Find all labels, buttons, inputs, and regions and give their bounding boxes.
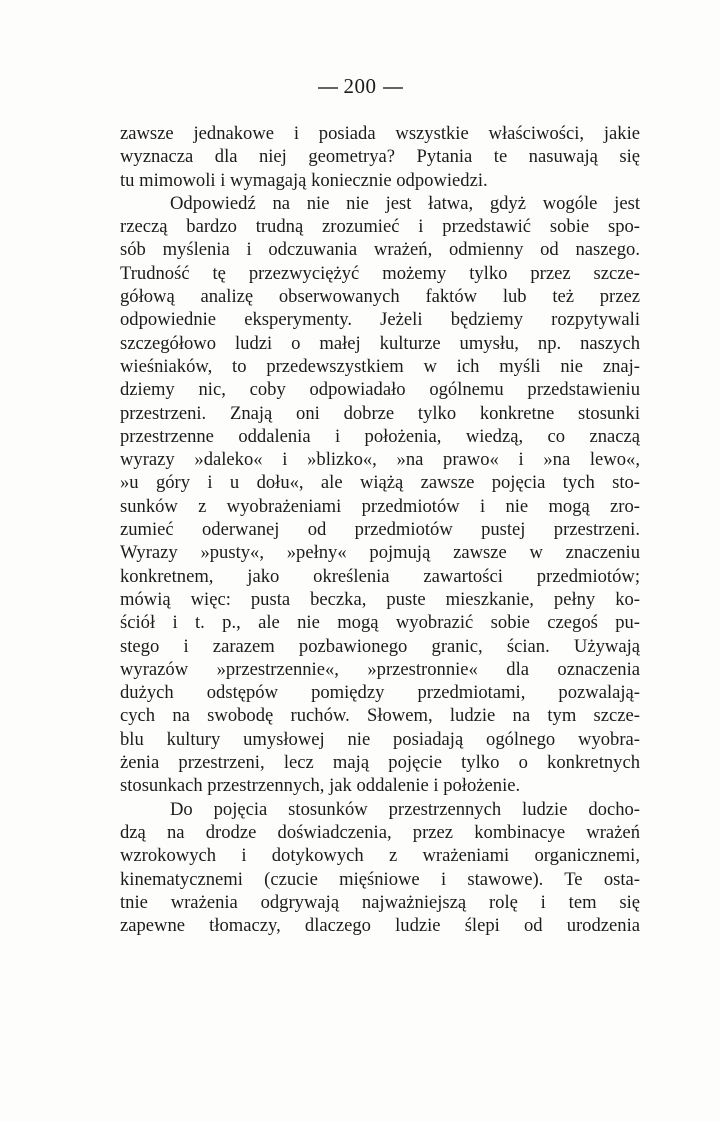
text-line: Wyrazy »pusty«, »pełny« pojmują zawsze w znaczeniu <box>120 542 640 564</box>
text-line: odpowiednie eksperymenty. Jeżeli będziemy rozpytywali <box>120 309 640 331</box>
text-line: wyznacza dla niej geometrya? Pytania te nasuwają się <box>120 146 640 168</box>
text-line: szczegółowo ludzi o małej kulturze umysłu, np. naszych <box>120 332 640 354</box>
header-dash-right <box>383 87 403 89</box>
text-line: Do pojęcia stosunków przestrzennych ludzie docho- <box>170 798 640 820</box>
text-line: cych na swobodę ruchów. Słowem, ludzie na tym szcze- <box>120 705 640 727</box>
text-line: sunków z wyobrażeniami przedmiotów i nie mogą zro- <box>120 495 640 517</box>
text-line: zumieć oderwanej od przedmiotów pustej przestrzeni. <box>120 519 640 541</box>
page-header <box>0 74 720 99</box>
text-line: przestrzenne oddalenia i położenia, wiedzą, co znaczą <box>120 425 640 447</box>
text-line: żenia przestrzeni, lecz mają pojęcie tylko o konkretnych <box>120 752 640 774</box>
text-line: przestrzeni. Znają oni dobrze tylko konkretne stosunki <box>120 402 640 424</box>
text-line: rzeczą bardzo trudną zrozumieć i przedstawić sobie spo- <box>120 216 640 238</box>
text-line: tnie wrażenia odgrywają najważniejszą rolę i tem się <box>120 891 640 913</box>
text-line: wyrazy »daleko« i »blizko«, »na prawo« i »na lewo«, <box>120 449 640 471</box>
text-line: dzą na drodze doświadczenia, przez kombinacye wrażeń <box>120 821 640 843</box>
text-line: blu kultury umysłowej nie posiadają ogólnego wyobra- <box>120 728 640 750</box>
text-line: mówią więc: pusta beczka, puste mieszkanie, pełny ko- <box>120 588 640 610</box>
text-line: zapewne tłomaczy, dlaczego ludzie ślepi od urodzenia <box>120 915 640 937</box>
text-line: tu mimowoli i wymagają koniecznie odpowiedzi. <box>120 169 488 191</box>
text-line: konkretnem, jako określenia zawartości przedmiotów; <box>120 565 640 587</box>
text-line: zawsze jednakowe i posiada wszystkie właściwości, jakie <box>120 123 640 144</box>
text-line: ściół i t. p., ale nie mogą wyobrazić sobie czegoś pu- <box>120 612 640 634</box>
text-line: Trudność tę przezwyciężyć możemy tylko przez szcze- <box>120 262 640 284</box>
text-line: »u góry i u dołu«, ale wiążą zawsze pojęcia tych sto- <box>120 472 640 494</box>
text-line: Odpowiedź na nie nie jest łatwa, gdyż wogóle jest <box>170 192 640 214</box>
text-line: stego i zarazem pozbawionego granic, ścian. Używają <box>120 635 640 657</box>
page-number: 200 <box>343 74 377 98</box>
text-line: wieśniaków, to przedewszystkiem w ich myśli nie znaj- <box>120 355 640 377</box>
text-line: stosunkach przestrzennych, jak oddalenie i położenie. <box>120 775 521 797</box>
text-line: wyrazów »przestrzennie«, »przestronnie« dla oznaczenia <box>120 658 640 680</box>
text-line: wzrokowych i dotykowych z wrażeniami organicznemi, <box>120 845 640 867</box>
text-line: sób myślenia i odczuwania wrażeń, odmienny od naszego. <box>120 239 640 261</box>
text-line: dużych odstępów pomiędzy przedmiotami, pozwalają- <box>120 682 640 704</box>
header-dash-left <box>318 87 338 89</box>
text-line: kinematycznemi (czucie mięśniowe i stawowe). Te osta- <box>120 868 640 890</box>
text-line: dziemy nic, coby odpowiadało ogólnemu przedstawieniu <box>120 379 640 401</box>
body-text <box>120 122 640 937</box>
text-line: gółową analizę obserwowanych faktów lub też przez <box>120 286 640 308</box>
